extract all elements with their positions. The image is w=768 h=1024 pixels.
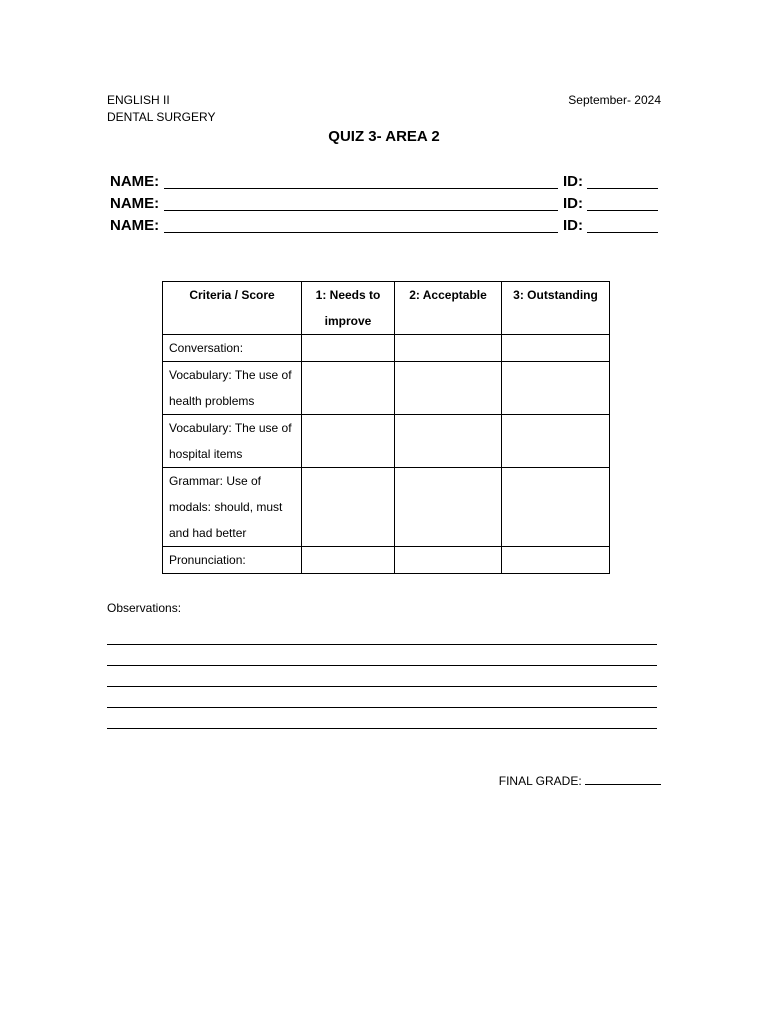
observation-line-2[interactable]	[107, 645, 657, 666]
id-label: ID:	[563, 195, 583, 212]
criteria-pronunciation: Pronunciation:	[163, 547, 302, 574]
course-name: ENGLISH II	[107, 93, 170, 107]
course-header	[107, 92, 215, 126]
observations-label: Observations:	[107, 601, 182, 615]
score-cell[interactable]	[302, 468, 395, 547]
rubric-header-row	[163, 282, 610, 335]
rubric-table	[162, 281, 610, 574]
id-label: ID:	[563, 217, 583, 234]
score-cell[interactable]	[302, 547, 395, 574]
header-score-2: 2: Acceptable	[395, 282, 502, 335]
score-cell[interactable]	[302, 335, 395, 362]
date-header	[568, 92, 661, 109]
student-name-fields	[110, 172, 670, 238]
final-grade-field[interactable]	[585, 772, 661, 785]
observation-line-4[interactable]	[107, 687, 657, 708]
criteria-health-vocabulary: Vocabulary: The use of health problems	[163, 362, 302, 415]
criteria-hospital-vocabulary: Vocabulary: The use of hospital items	[163, 415, 302, 468]
score-cell[interactable]	[502, 335, 610, 362]
name-label: NAME:	[110, 195, 160, 212]
table-row	[163, 415, 610, 468]
quiz-title: QUIZ 3- AREA 2	[328, 128, 440, 145]
table-row	[163, 335, 610, 362]
final-grade	[499, 772, 661, 788]
name-field-1[interactable]	[164, 188, 558, 189]
name-field-2[interactable]	[164, 210, 558, 211]
criteria-conversation: Conversation:	[163, 335, 302, 362]
score-cell[interactable]	[395, 335, 502, 362]
observation-line-1[interactable]	[107, 624, 657, 645]
score-cell[interactable]	[395, 547, 502, 574]
criteria-grammar: Grammar: Use of modals: should, must and had better	[163, 468, 302, 547]
score-cell[interactable]	[302, 362, 395, 415]
score-cell[interactable]	[395, 468, 502, 547]
header-score-1: 1: Needs to improve	[302, 282, 395, 335]
score-cell[interactable]	[302, 415, 395, 468]
table-row	[163, 547, 610, 574]
score-cell[interactable]	[395, 415, 502, 468]
student-row-2	[110, 194, 670, 216]
id-field-3[interactable]	[587, 232, 658, 233]
score-cell[interactable]	[502, 415, 610, 468]
id-label: ID:	[563, 173, 583, 190]
name-label: NAME:	[110, 173, 160, 190]
header-score-3: 3: Outstanding	[502, 282, 610, 335]
score-cell[interactable]	[502, 547, 610, 574]
observation-line-5[interactable]	[107, 708, 657, 729]
score-cell[interactable]	[502, 468, 610, 547]
final-grade-label: FINAL GRADE:	[498, 774, 582, 788]
student-row-1	[110, 172, 670, 194]
observation-line-3[interactable]	[107, 666, 657, 687]
name-field-3[interactable]	[164, 232, 558, 233]
name-label: NAME:	[110, 217, 160, 234]
student-row-3	[110, 216, 670, 238]
program-name: DENTAL SURGERY	[107, 110, 216, 124]
id-field-2[interactable]	[587, 210, 658, 211]
score-cell[interactable]	[395, 362, 502, 415]
score-cell[interactable]	[502, 362, 610, 415]
header-criteria: Criteria / Score	[163, 282, 302, 335]
observations-lines	[107, 624, 657, 729]
table-row	[163, 468, 610, 547]
id-field-1[interactable]	[587, 188, 658, 189]
table-row	[163, 362, 610, 415]
quiz-date: September- 2024	[568, 93, 661, 107]
